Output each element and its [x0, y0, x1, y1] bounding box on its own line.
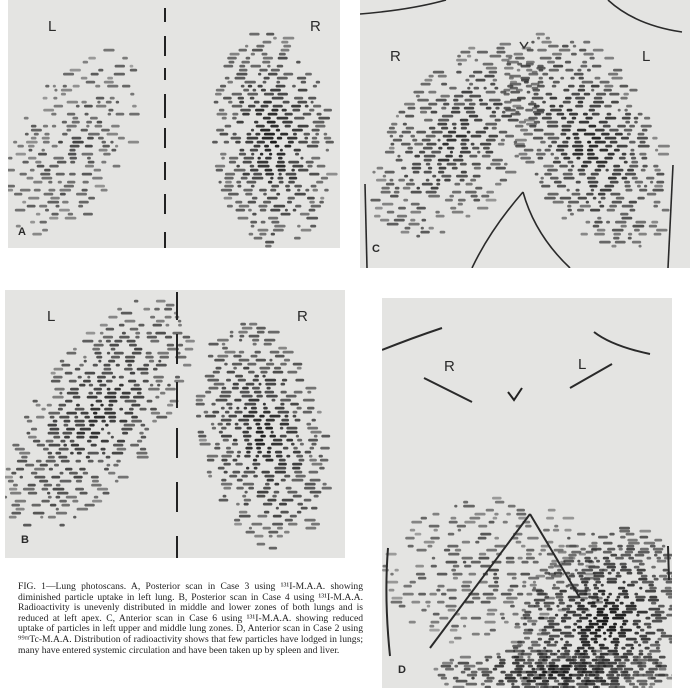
figure-number: FIG. 1	[18, 581, 46, 592]
side-label-right: L	[578, 356, 587, 373]
side-label-left: R	[444, 358, 455, 375]
figure-caption	[18, 582, 363, 656]
side-label-left: L	[47, 308, 56, 325]
panel-letter: A	[18, 226, 26, 238]
panel-a-scan-dots	[8, 0, 340, 248]
panel-b-scan-dots	[5, 290, 345, 558]
side-label-left: L	[48, 18, 57, 35]
caption-body: A, Posterior scan in Case 3 using ¹³¹I-M.A.A. showing diminished particle uptake in left lung. B, Posterior scan in Case 4 using ¹³¹I-M.A.A. Radioactivity is unevenly distributed in middle and lower zones of both lungs and is reduced at left apex. C, Anterior scan in Case 6 using ¹³¹I-M.A.A. showing reduced uptake of particles in left upper and middle lung zones. D, Anterior scan in Case 2 using ⁹⁹ᵐTc-M.A.A. Distribution of radioactivity shows that few particles have lodged in lungs; many have entered systemic circulation and have been taken up by spleen and liver.	[18, 581, 364, 656]
caption-title: —Lung photoscans.	[45, 581, 127, 592]
panel-d-scan-dots	[382, 298, 672, 688]
side-label-right: R	[297, 308, 308, 325]
panel-letter: D	[398, 664, 406, 676]
panel-c-anterior-scan	[360, 0, 690, 268]
panel-c-scan-dots	[360, 0, 690, 268]
panel-a-posterior-scan	[8, 0, 340, 248]
panel-letter: B	[21, 534, 29, 546]
side-label-right: L	[642, 48, 651, 65]
panel-b-posterior-scan	[5, 290, 345, 558]
side-label-right: R	[310, 18, 321, 35]
side-label-left: R	[390, 48, 401, 65]
panel-d-anterior-scan	[382, 298, 672, 688]
panel-letter: C	[372, 243, 380, 255]
